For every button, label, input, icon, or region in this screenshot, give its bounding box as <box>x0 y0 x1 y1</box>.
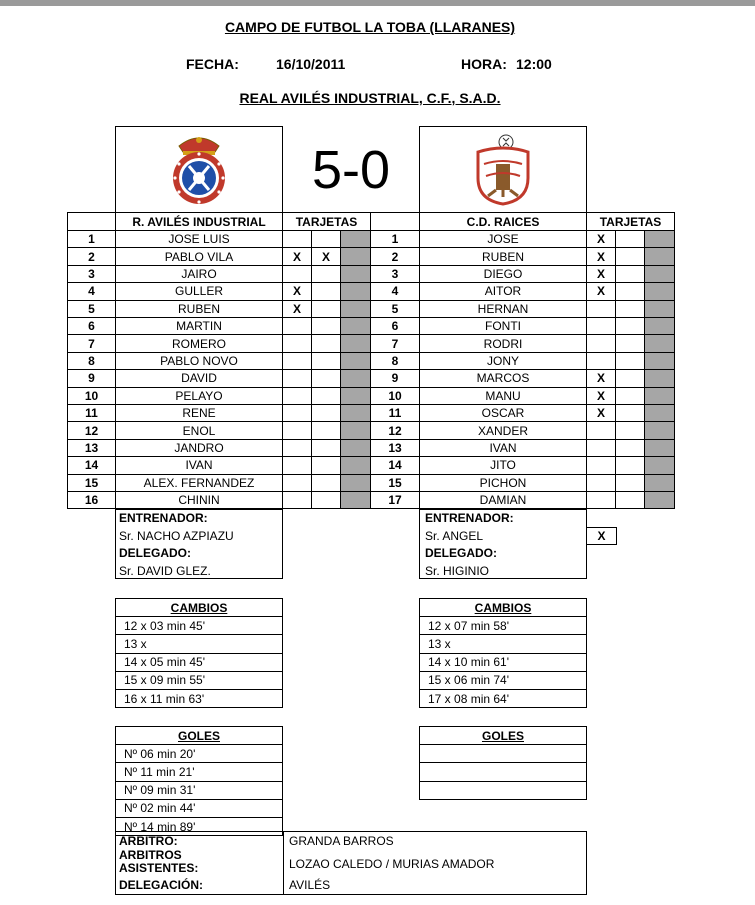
home-player-name: ALEX. FERNANDEZ <box>115 474 283 492</box>
away-player-name: RUBEN <box>419 247 587 265</box>
home-goles-item: Nº 02 min 44' <box>115 799 283 818</box>
away-goles-header: GOLES <box>419 726 587 745</box>
home-player-name: PELAYO <box>115 387 283 405</box>
home-delegado-label: DELEGADO: <box>119 546 191 560</box>
home-player-number: 15 <box>67 474 116 492</box>
away-player-number: 5 <box>370 300 420 318</box>
home-second-card <box>311 387 341 405</box>
home-second-card: X <box>311 247 341 265</box>
away-second-card <box>615 491 645 509</box>
page-title: CAMPO DE FUTBOL LA TOBA (LLARANES) <box>224 19 516 35</box>
home-player-name: JOSE LUIS <box>115 230 283 248</box>
home-player-name: IVAN <box>115 456 283 474</box>
officials-divider <box>283 831 284 895</box>
home-goles-header: GOLES <box>115 726 283 745</box>
away-player-name: OSCAR <box>419 404 587 422</box>
away-crest-icon <box>472 134 534 206</box>
away-cambios-header: CAMBIOS <box>419 598 587 617</box>
home-player-number: 4 <box>67 282 116 300</box>
home-second-card <box>311 352 341 370</box>
home-goles-item: Nº 09 min 31' <box>115 781 283 800</box>
away-second-card <box>615 404 645 422</box>
away-player-number: 3 <box>370 265 420 283</box>
away-player-name: IVAN <box>419 439 587 457</box>
away-player-name: DIEGO <box>419 265 587 283</box>
home-red-card-cell <box>340 300 371 318</box>
away-second-card <box>615 387 645 405</box>
away-red-card-cell <box>644 300 675 318</box>
away-red-card-cell <box>644 491 675 509</box>
away-red-card-cell <box>644 421 675 439</box>
away-yellow-card: X <box>586 387 616 405</box>
home-player-number: 13 <box>67 439 116 457</box>
home-second-card <box>311 282 341 300</box>
away-red-card-cell <box>644 387 675 405</box>
home-red-card-cell <box>340 334 371 352</box>
home-player-name: MARTIN <box>115 317 283 335</box>
away-cambios-item: 15 x 06 min 74' <box>419 671 587 690</box>
home-cambios-item: 15 x 09 min 55' <box>115 671 283 690</box>
home-entrenador-name: Sr. NACHO AZPIAZU <box>119 529 234 543</box>
away-yellow-card <box>586 352 616 370</box>
home-yellow-card: X <box>282 300 312 318</box>
away-red-card-cell <box>644 282 675 300</box>
away-delegado-label: DELEGADO: <box>425 546 497 560</box>
home-red-card-cell <box>340 421 371 439</box>
away-red-card-cell <box>644 352 675 370</box>
away-player-number: 13 <box>370 439 420 457</box>
away-player-number: 9 <box>370 369 420 387</box>
home-cambios-item: 12 x 03 min 45' <box>115 616 283 635</box>
away-red-card-cell <box>644 404 675 422</box>
away-crest-box <box>419 126 587 213</box>
away-yellow-card: X <box>586 369 616 387</box>
away-second-card <box>615 282 645 300</box>
away-second-card <box>615 300 645 318</box>
home-player-number: 10 <box>67 387 116 405</box>
home-second-card <box>311 491 341 509</box>
home-red-card-cell <box>340 265 371 283</box>
home-second-card <box>311 421 341 439</box>
home-player-number: 3 <box>67 265 116 283</box>
away-red-card-cell <box>644 265 675 283</box>
away-yellow-card <box>586 491 616 509</box>
delegacion-label: DELEGACIÓN: <box>119 878 203 892</box>
away-yellow-card: X <box>586 404 616 422</box>
away-player-number: 17 <box>370 491 420 509</box>
home-player-number: 6 <box>67 317 116 335</box>
away-cambios-item: 12 x 07 min 58' <box>419 616 587 635</box>
away-red-card-cell <box>644 334 675 352</box>
home-yellow-card: X <box>282 247 312 265</box>
home-cambios-item: 14 x 05 min 45' <box>115 653 283 672</box>
home-second-card <box>311 230 341 248</box>
away-red-card-cell <box>644 230 675 248</box>
home-goles-item: Nº 14 min 89' <box>115 817 283 836</box>
away-player-number: 10 <box>370 387 420 405</box>
away-cambios-item: 17 x 08 min 64' <box>419 689 587 708</box>
home-player-number: 2 <box>67 247 116 265</box>
home-yellow-card <box>282 230 312 248</box>
asistentes-label <box>119 849 198 875</box>
away-tarjetas-header: TARJETAS <box>586 212 675 231</box>
away-yellow-card <box>586 474 616 492</box>
away-red-card-cell <box>644 317 675 335</box>
home-player-name: PABLO NOVO <box>115 352 283 370</box>
away-delegado-name: Sr. HIGINIO <box>425 564 490 578</box>
home-yellow-card <box>282 474 312 492</box>
home-tarjetas-header: TARJETAS <box>282 212 371 231</box>
away-second-card <box>615 230 645 248</box>
window-top-border <box>0 0 755 6</box>
away-red-card-cell <box>644 456 675 474</box>
away-player-name: FONTI <box>419 317 587 335</box>
home-yellow-card <box>282 387 312 405</box>
home-yellow-card <box>282 369 312 387</box>
away-player-name: JONY <box>419 352 587 370</box>
home-yellow-card <box>282 265 312 283</box>
away-player-number: 14 <box>370 456 420 474</box>
away-cambios-item: 13 x <box>419 634 587 653</box>
home-red-card-cell <box>340 439 371 457</box>
away-entrenador-label: ENTRENADOR: <box>425 511 514 525</box>
away-player-name: RODRI <box>419 334 587 352</box>
away-player-number: 11 <box>370 404 420 422</box>
home-red-card-cell <box>340 474 371 492</box>
home-second-card <box>311 265 341 283</box>
away-player-number: 12 <box>370 421 420 439</box>
away-second-card <box>615 439 645 457</box>
away-player-name: MANU <box>419 387 587 405</box>
away-yellow-card <box>586 317 616 335</box>
away-second-card <box>615 456 645 474</box>
asistentes-label-line2: ASISTENTES: <box>119 861 199 875</box>
home-red-card-cell <box>340 491 371 509</box>
delegacion-name: AVILÉS <box>289 878 331 892</box>
home-player-number: 11 <box>67 404 116 422</box>
away-player-name: MARCOS <box>419 369 587 387</box>
away-entrenador-card: X <box>586 527 617 545</box>
home-red-card-cell <box>340 404 371 422</box>
away-yellow-card <box>586 421 616 439</box>
home-second-card <box>311 369 341 387</box>
home-second-card <box>311 439 341 457</box>
home-crest-icon <box>169 132 229 208</box>
hora-label: HORA: <box>461 56 507 72</box>
home-red-card-cell <box>340 247 371 265</box>
home-cambios-item: 16 x 11 min 63' <box>115 689 283 708</box>
away-red-card-cell <box>644 369 675 387</box>
home-second-card <box>311 334 341 352</box>
away-goles-item <box>419 781 587 800</box>
away-red-card-cell <box>644 474 675 492</box>
home-yellow-card <box>282 352 312 370</box>
home-red-card-cell <box>340 230 371 248</box>
home-player-name: RENE <box>115 404 283 422</box>
away-header-blank <box>370 212 420 231</box>
home-player-name: ENOL <box>115 421 283 439</box>
away-team-name: C.D. RAICES <box>419 212 587 231</box>
away-second-card <box>615 334 645 352</box>
away-player-number: 7 <box>370 334 420 352</box>
away-second-card <box>615 369 645 387</box>
home-cambios-item: 13 x <box>115 634 283 653</box>
home-yellow-card: X <box>282 282 312 300</box>
home-red-card-cell <box>340 352 371 370</box>
home-second-card <box>311 474 341 492</box>
asistentes-names: LOZAO CALEDO / MURIAS AMADOR <box>289 857 495 871</box>
away-yellow-card: X <box>586 282 616 300</box>
away-player-number: 2 <box>370 247 420 265</box>
home-player-number: 1 <box>67 230 116 248</box>
home-yellow-card <box>282 404 312 422</box>
away-player-number: 15 <box>370 474 420 492</box>
away-second-card <box>615 421 645 439</box>
away-yellow-card: X <box>586 230 616 248</box>
away-player-name: HERNAN <box>419 300 587 318</box>
home-yellow-card <box>282 439 312 457</box>
away-player-number: 6 <box>370 317 420 335</box>
home-yellow-card <box>282 334 312 352</box>
home-cambios-header: CAMBIOS <box>115 598 283 617</box>
away-yellow-card <box>586 439 616 457</box>
home-entrenador-label: ENTRENADOR: <box>119 511 208 525</box>
home-goles-item: Nº 11 min 21' <box>115 762 283 781</box>
home-header-blank <box>67 212 116 231</box>
home-second-card <box>311 300 341 318</box>
away-yellow-card <box>586 334 616 352</box>
organizer-name: REAL AVILÉS INDUSTRIAL, C.F., S.A.D. <box>239 90 501 106</box>
home-player-name: JAIRO <box>115 265 283 283</box>
arbitro-label: ARBITRO: <box>119 834 178 848</box>
home-yellow-card <box>282 456 312 474</box>
away-yellow-card: X <box>586 265 616 283</box>
away-goles-item <box>419 762 587 781</box>
away-player-name: AITOR <box>419 282 587 300</box>
home-crest-box <box>115 126 283 213</box>
away-player-name: PICHON <box>419 474 587 492</box>
home-second-card <box>311 317 341 335</box>
away-red-card-cell <box>644 247 675 265</box>
home-second-card <box>311 404 341 422</box>
home-player-number: 16 <box>67 491 116 509</box>
home-red-card-cell <box>340 369 371 387</box>
home-delegado-name: Sr. DAVID GLEZ. <box>119 564 211 578</box>
away-player-name: DAMIAN <box>419 491 587 509</box>
home-player-name: ROMERO <box>115 334 283 352</box>
away-cambios-item: 14 x 10 min 61' <box>419 653 587 672</box>
away-second-card <box>615 474 645 492</box>
away-player-number: 1 <box>370 230 420 248</box>
home-player-name: JANDRO <box>115 439 283 457</box>
match-score: 5-0 <box>311 139 391 200</box>
home-red-card-cell <box>340 456 371 474</box>
fecha-label: FECHA: <box>186 56 239 72</box>
away-player-name: JOSE <box>419 230 587 248</box>
away-second-card <box>615 265 645 283</box>
home-red-card-cell <box>340 282 371 300</box>
away-goles-item <box>419 744 587 763</box>
home-player-number: 14 <box>67 456 116 474</box>
fecha-value: 16/10/2011 <box>276 56 346 72</box>
home-yellow-card <box>282 491 312 509</box>
away-second-card <box>615 317 645 335</box>
home-player-name: PABLO VILA <box>115 247 283 265</box>
away-yellow-card <box>586 300 616 318</box>
home-player-name: CHININ <box>115 491 283 509</box>
away-yellow-card: X <box>586 247 616 265</box>
home-yellow-card <box>282 421 312 439</box>
home-player-name: DAVID <box>115 369 283 387</box>
home-player-number: 5 <box>67 300 116 318</box>
home-team-name: R. AVILÉS INDUSTRIAL <box>115 212 283 231</box>
away-second-card <box>615 247 645 265</box>
home-goles-item: Nº 06 min 20' <box>115 744 283 763</box>
home-player-number: 9 <box>67 369 116 387</box>
away-second-card <box>615 352 645 370</box>
away-player-number: 8 <box>370 352 420 370</box>
away-player-number: 4 <box>370 282 420 300</box>
home-player-number: 12 <box>67 421 116 439</box>
away-player-name: JITO <box>419 456 587 474</box>
home-red-card-cell <box>340 317 371 335</box>
away-entrenador-name: Sr. ANGEL <box>425 529 484 543</box>
away-red-card-cell <box>644 439 675 457</box>
arbitro-name: GRANDA BARROS <box>289 834 394 848</box>
home-yellow-card <box>282 317 312 335</box>
home-player-number: 7 <box>67 334 116 352</box>
home-red-card-cell <box>340 387 371 405</box>
home-player-name: GULLER <box>115 282 283 300</box>
away-player-name: XANDER <box>419 421 587 439</box>
hora-value: 12:00 <box>516 56 552 72</box>
home-second-card <box>311 456 341 474</box>
asistentes-label-line1: ARBITROS <box>119 848 182 862</box>
home-player-name: RUBEN <box>115 300 283 318</box>
away-yellow-card <box>586 456 616 474</box>
home-player-number: 8 <box>67 352 116 370</box>
